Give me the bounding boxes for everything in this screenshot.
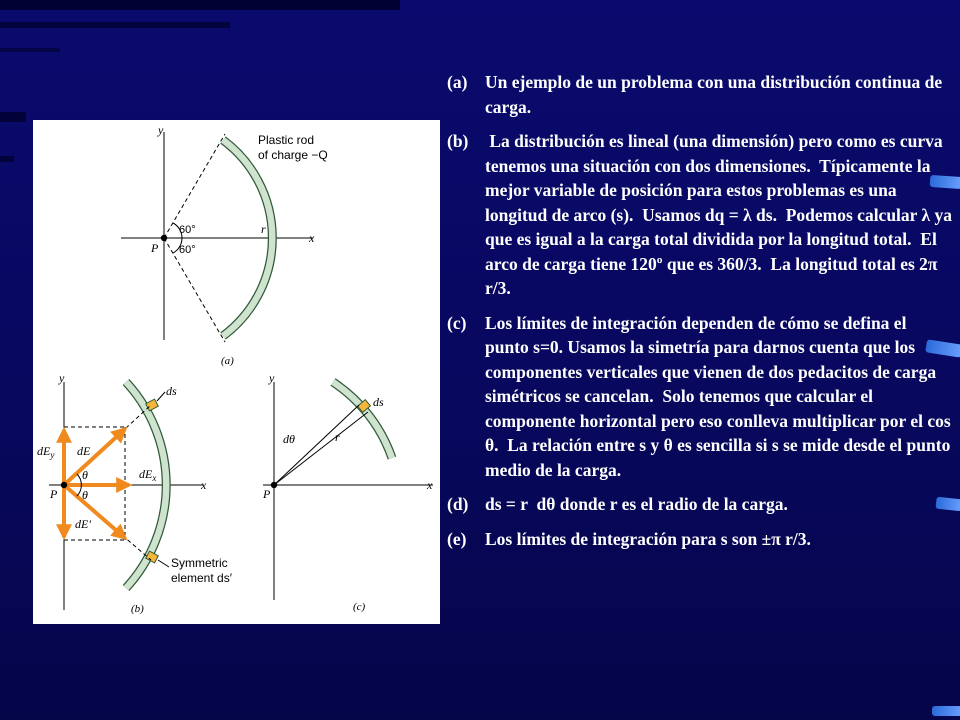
item-label: (a): [447, 72, 468, 92]
fig-b-ds-pointer: [157, 392, 165, 401]
physics-figure-panel: [33, 120, 440, 624]
explanation-item-c: [447, 311, 956, 483]
fig-b-point-p: [61, 482, 67, 488]
explanation-item-e: [447, 527, 952, 552]
fig-c-y-label: y: [269, 371, 275, 385]
decorative-streak: [932, 706, 960, 716]
decorative-band: [0, 22, 230, 28]
decorative-band: [0, 156, 14, 162]
fig-a-y-label: y: [158, 123, 164, 137]
decorative-band: [0, 112, 26, 122]
fig-b-sym-label-1: Symmetric: [171, 556, 228, 570]
fig-b-x-label: x: [201, 478, 207, 492]
item-label: (c): [447, 312, 467, 333]
item-text: Los límites de integración para s son ±π r/3.: [485, 528, 811, 549]
fig-a-angle-top: 60°: [179, 224, 196, 236]
physics-figure: [33, 120, 440, 624]
fig-b-dEprime-label: dE′: [75, 517, 91, 531]
explanation-item-b: [447, 129, 957, 301]
fig-b-dEy-label: $dE_y$: [37, 444, 55, 460]
fig-c-line-2: [274, 412, 368, 485]
item-label: (e): [447, 528, 467, 549]
fig-b-dE-label: dE: [77, 444, 91, 458]
fig-b-theta-top: θ: [82, 468, 88, 482]
fig-b-y-label: y: [59, 371, 65, 385]
fig-c-x-label: x: [427, 478, 433, 492]
item-label: (d): [447, 494, 469, 514]
figure-a: [121, 123, 328, 367]
fig-a-r-label: r: [261, 222, 266, 236]
fig-a-caption: (a): [221, 355, 234, 367]
fig-a-p-label: P: [151, 241, 159, 255]
fig-b-sym-label-2: element ds′: [171, 571, 232, 585]
decorative-band: [0, 48, 60, 52]
fig-a-rod-label-2: of charge −Q: [258, 148, 328, 162]
decorative-band: [0, 0, 400, 10]
fig-c-point-p: [271, 482, 277, 488]
fig-a-angle-bottom: 60°: [179, 244, 196, 256]
item-label: (b): [447, 131, 469, 151]
item-text: La distribución es lineal (una dimensión) pero como es curva tenemos una situación con dos dimensiones. Típicamente la mejor variable de posición para estos problemas es una longitud de arco (s). Usamos dq = λ ds. Podemos calcular λ ya que es igual a la carga total dividida por la longitud total. El arco de carga tiene 120º que es 360/3. La longitud total es 2π r/3.: [485, 131, 957, 298]
item-text: Los límites de integración dependen de cómo se defina el punto s=0. Usamos la simetría para darnos cuenta que los componentes verticales que vienen de dos pedacitos de carga simétricos se cancelan. Solo tenemos que calcular el componente horizontal pero eso conlleva multiplicar por el cos θ. La relación entre s y θ es sencilla si s se mide desde el punto medio de la carga.: [485, 312, 956, 480]
fig-b-caption: (b): [131, 603, 144, 615]
explanation-item-d: [447, 492, 952, 517]
fig-b-arrow-dEprime: [64, 485, 125, 538]
figure-c: [262, 371, 433, 613]
fig-c-caption: (c): [353, 601, 366, 613]
fig-c-charged-rod: [333, 382, 392, 458]
item-text: ds = r dθ donde r es el radio de la carga.: [485, 494, 788, 514]
fig-a-x-label: x: [309, 231, 315, 245]
fig-a-rod-label-1: Plastic rod: [258, 133, 315, 147]
fig-b-dEx-label: $dE_x$: [139, 467, 157, 483]
figure-b: [37, 371, 233, 615]
fig-c-ds-label: ds: [373, 395, 384, 409]
fig-a-dashed-top: [164, 134, 225, 238]
fig-a-point-p: [161, 235, 167, 241]
fig-b-p-label: P: [50, 487, 58, 501]
explanation-item-a: [447, 70, 952, 119]
item-text: Un ejemplo de un problema con una distribución continua de carga.: [485, 72, 947, 117]
fig-c-r-label: r: [335, 430, 340, 444]
explanation-list: [447, 70, 957, 561]
fig-b-theta-bottom: θ: [82, 488, 88, 502]
fig-b-ds-label: ds: [166, 384, 177, 398]
fig-c-p-label: P: [263, 487, 271, 501]
fig-b-sym-pointer: [158, 560, 169, 567]
fig-b-arrow-dE: [64, 429, 125, 485]
fig-c-dtheta-label: dθ: [283, 432, 295, 446]
